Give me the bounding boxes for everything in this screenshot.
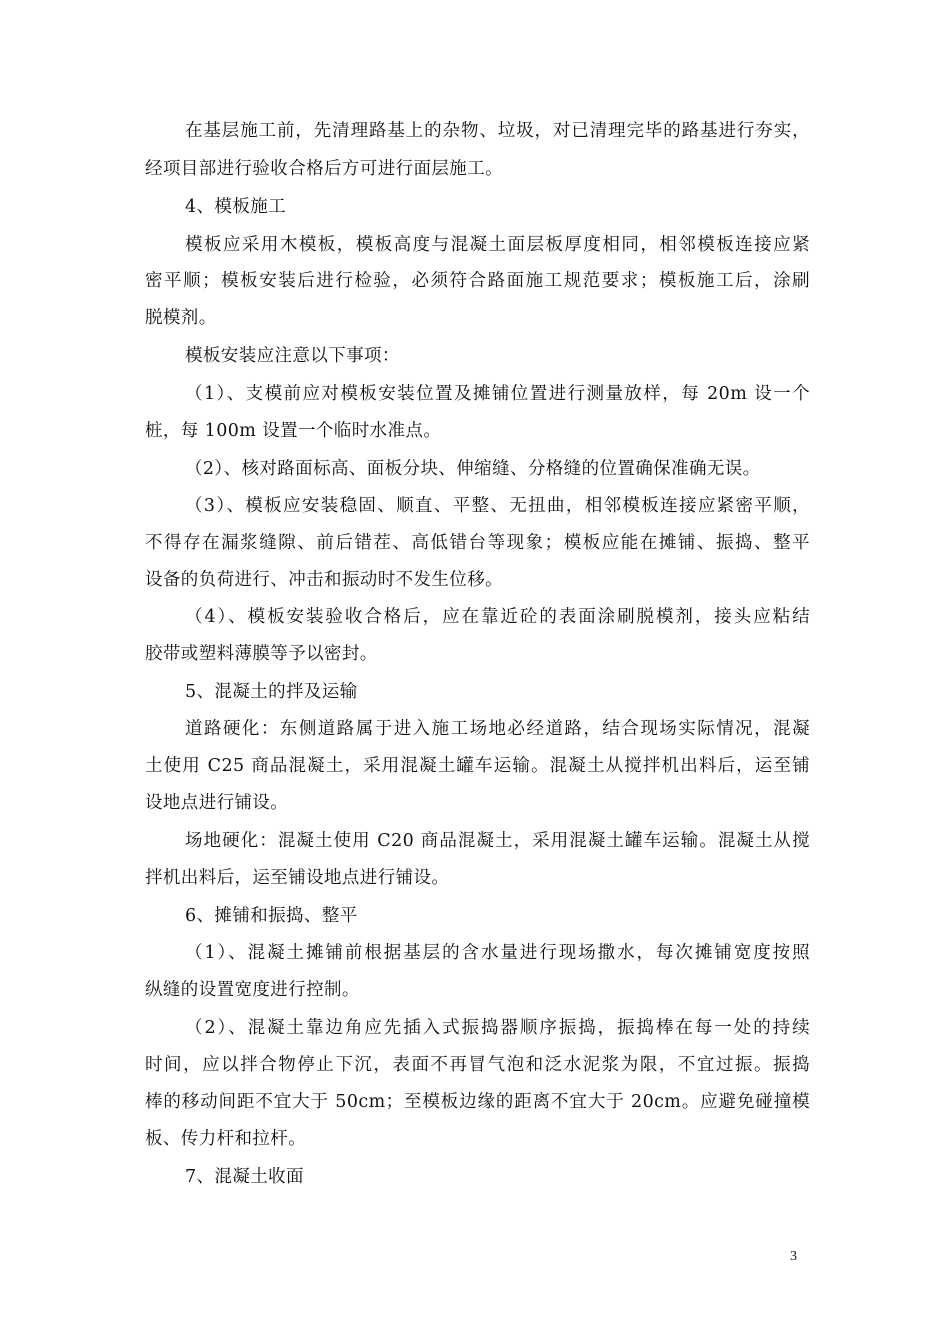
- list-item-line: （2）、混凝土靠边角应先插入式振捣器顺序振捣，振捣棒在每一处的持续: [185, 1018, 810, 1038]
- paragraph-line: 场地硬化：混凝土使用 C20 商品混凝土，采用混凝土罐车运输。混凝土从搅: [185, 831, 810, 851]
- list-item-line: 板、传力杆和拉杆。: [145, 1129, 307, 1149]
- list-item-line: （3）、模板应安装稳固、顺直、平整、无扭曲，相邻模板连接应紧密平顺，: [185, 496, 810, 516]
- paragraph-line: 拌机出料后，运至铺设地点进行铺设。: [145, 868, 450, 888]
- list-item-line: （2）、核对路面标高、面板分块、伸缩缝、分格缝的位置确保准确无误。: [185, 459, 761, 479]
- list-item-line: 时间，应以拌合物停止下沉，表面不再冒气泡和泛水泥浆为限，不宜过振。振捣: [145, 1055, 810, 1075]
- paragraph-line: 脱模剂。: [145, 308, 217, 328]
- section-heading: 4、模板施工: [185, 197, 287, 217]
- paragraph-line: 土使用 C25 商品混凝土，采用混凝土罐车运输。混凝土从搅拌机出料后，运至铺: [145, 756, 810, 776]
- page-number: 3: [790, 1249, 797, 1264]
- list-item-line: 纵缝的设置宽度进行控制。: [145, 980, 360, 1000]
- paragraph-line: 模板安装应注意以下事项：: [185, 346, 400, 366]
- list-item-line: （1）、混凝土摊铺前根据基层的含水量进行现场撒水，每次摊铺宽度按照: [185, 943, 810, 963]
- list-item-line: 胶带或塑料薄膜等予以密封。: [145, 644, 378, 664]
- paragraph-line: 模板应采用木模板，模板高度与混凝土面层板厚度相同，相邻模板连接应紧: [185, 235, 810, 255]
- paragraph-line: 道路硬化：东侧道路属于进入施工场地必经道路，结合现场实际情况，混凝: [185, 719, 810, 739]
- list-item-line: （4）、模板安装验收合格后，应在靠近砼的表面涂刷脱模剂，接头应粘结: [185, 607, 810, 627]
- section-heading: 7、混凝土收面: [185, 1167, 304, 1187]
- section-heading: 6、摊铺和振捣、整平: [185, 906, 358, 926]
- list-item-line: 不得存在漏浆缝隙、前后错茬、高低错台等现象；模板应能在摊铺、振捣、整平: [145, 533, 810, 553]
- paragraph-line: 经项目部进行验收合格后方可进行面层施工。: [145, 159, 503, 179]
- list-item-line: 棒的移动间距不宜大于 50cm；至模板边缘的距离不宜大于 20cm。应避免碰撞模: [145, 1092, 810, 1112]
- list-item-line: 桩，每 100m 设置一个临时水准点。: [145, 421, 442, 441]
- paragraph-line: 在基层施工前，先清理路基上的杂物、垃圾，对已清理完毕的路基进行夯实，: [185, 121, 810, 141]
- list-item-line: （1）、支模前应对模板安装位置及摊铺位置进行测量放样，每 20m 设一个: [185, 384, 810, 404]
- section-heading: 5、混凝土的拌及运输: [185, 682, 358, 702]
- list-item-line: 设备的负荷进行、冲击和振动时不发生位移。: [145, 570, 503, 590]
- paragraph-line: 密平顺；模板安装后进行检验，必须符合路面施工规范要求；模板施工后，涂刷: [145, 271, 810, 291]
- paragraph-line: 设地点进行铺设。: [145, 793, 289, 813]
